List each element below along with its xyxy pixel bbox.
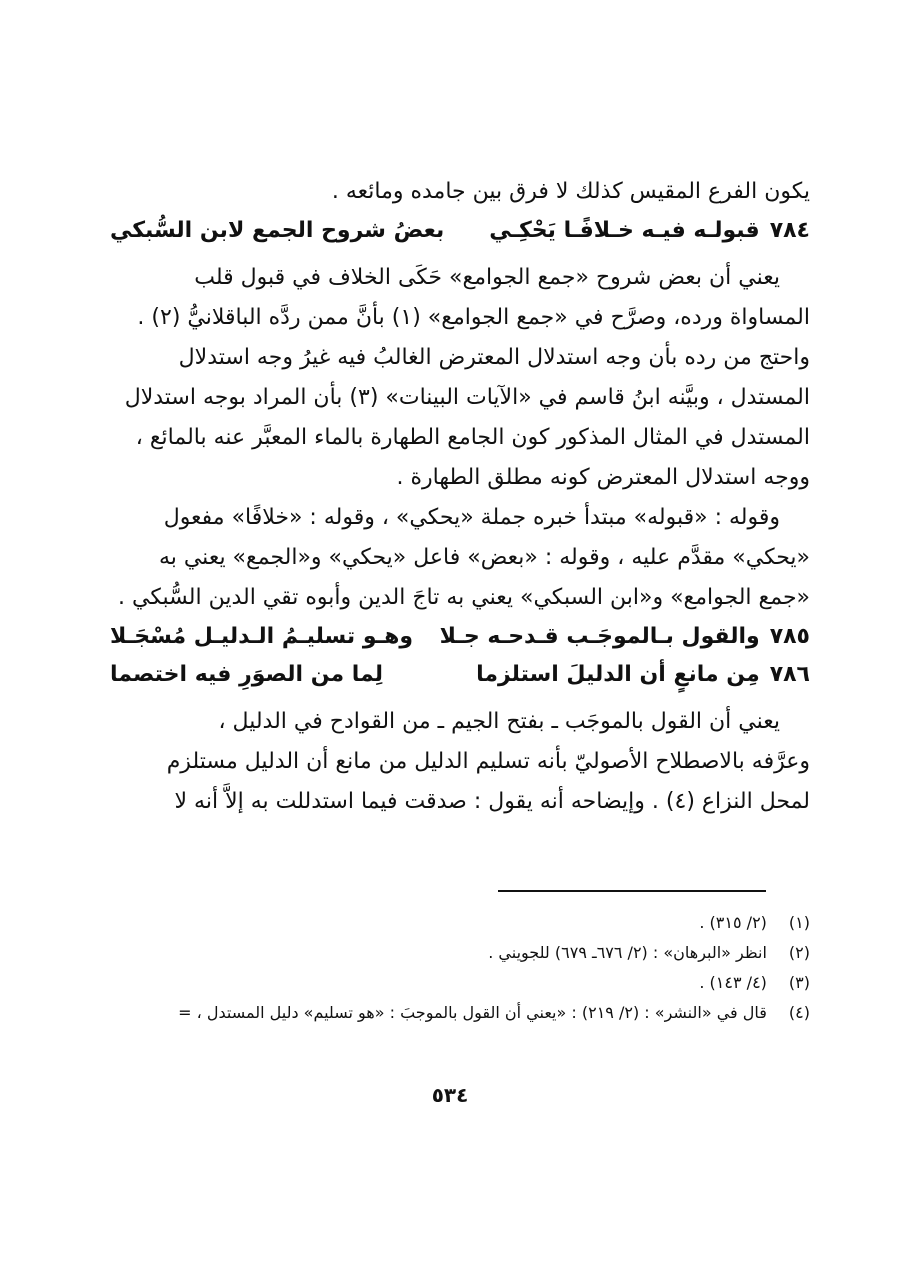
verse-784: [110, 212, 810, 250]
footnote-mark: (١): [788, 913, 810, 932]
commentary-line: واحتج من رده بأن وجه استدلال المعترض الغالبُ فيه غيرُ وجه استدلال: [178, 345, 810, 370]
commentary-line: «جمع الجوامع» و«ابن السبكي» يعني به تاجَ الدين وأبوه تقي الدين السُّبكي .: [118, 585, 810, 610]
verse-second-hemistich: بعضُ شروح الجمع لابن السُّبكي: [110, 218, 445, 243]
commentary-line: يعني أن القول بالموجَب ـ بفتح الجيم ـ من القوادح في الدليل ،: [218, 709, 780, 734]
footnote: [110, 968, 810, 998]
footnote: [110, 998, 810, 1028]
commentary-line: المساواة ورده، وصرَّح في «جمع الجوامع» (١) بأنَّ ممن ردَّه الباقلانيُّ (٢) .: [137, 305, 810, 330]
commentary-line: المستدل في المثال المذكور كون الجامع الطهارة بالماء المعبَّر عنه بالمائع ،: [135, 425, 810, 450]
verse-number: ٧٨٤: [769, 218, 810, 243]
footnote-text: (٤/ ١٤٣) .: [699, 973, 767, 992]
main-text: [110, 172, 810, 822]
commentary-line: وعرَّفه بالاصطلاح الأصوليّ بأنه تسليم الدليل من مانع أن الدليل مستلزم: [166, 749, 810, 774]
verse-first-hemistich: قبولـه فيـه خـلافًـا يَحْكِـي: [489, 218, 760, 243]
footnote-divider: [498, 890, 766, 892]
commentary-line: ووجه استدلال المعترض كونه مطلق الطهارة .: [396, 465, 810, 490]
verse-second-hemistich: لِما من الصوَرِ فيه اختصما: [109, 662, 384, 687]
footnote-mark: (٣): [788, 973, 810, 992]
footnote-text: (٢/ ٣١٥) .: [699, 913, 767, 932]
commentary-line: يعني أن بعض شروح «جمع الجوامع» حَكَى الخلاف في قبول قلب: [194, 265, 780, 290]
verse-number: ٧٨٦: [769, 662, 810, 687]
commentary-line: المستدل ، وبيَّنه ابنُ قاسم في «الآيات البينات» (٣) بأن المراد بوجه استدلال: [124, 385, 810, 410]
verse-785: [110, 618, 810, 656]
page-number: ٥٣٤: [431, 1083, 469, 1107]
commentary-line: وقوله : «قبوله» مبتدأ خبره جملة «يحكي» ، وقوله : «خلافًا» مفعول: [163, 505, 780, 530]
intro-line: يكون الفرع المقيس كذلك لا فرق بين جامده ومائعه .: [331, 179, 810, 204]
footnote-text: قال في «النشر» : (٢/ ٢١٩) : «يعني أن القول بالموجبَ : «هو تسليم» دليل المستدل ، =: [178, 1003, 767, 1022]
footnotes: [110, 908, 810, 1028]
footnote-text: انظر «البرهان» : (٢/ ٦٧٦ـ ٦٧٩) للجويني .: [488, 943, 767, 962]
verse-second-hemistich: وهـو تسليـمُ الـدليـل مُسْجَـلا: [109, 624, 414, 649]
commentary-line: «يحكي» مقدَّم عليه ، وقوله : «بعض» فاعل «يحكي» و«الجمع» يعني به: [158, 545, 810, 570]
footnote-mark: (٢): [788, 943, 810, 962]
verse-first-hemistich: والقول بـالموجَـب قـدحـه جـلا: [439, 624, 760, 649]
verse-786: [110, 656, 810, 694]
footnote: [110, 938, 810, 968]
footnote-mark: (٤): [788, 1003, 810, 1022]
verse-first-hemistich: مِن مانعٍ أن الدليلَ استلزما: [476, 662, 760, 687]
commentary-line: لمحل النزاع (٤) . وإيضاحه أنه يقول : صدقت فيما استدللت به إلاَّ أنه لا: [174, 789, 810, 814]
footnote: [110, 908, 810, 938]
verse-number: ٧٨٥: [769, 624, 810, 649]
